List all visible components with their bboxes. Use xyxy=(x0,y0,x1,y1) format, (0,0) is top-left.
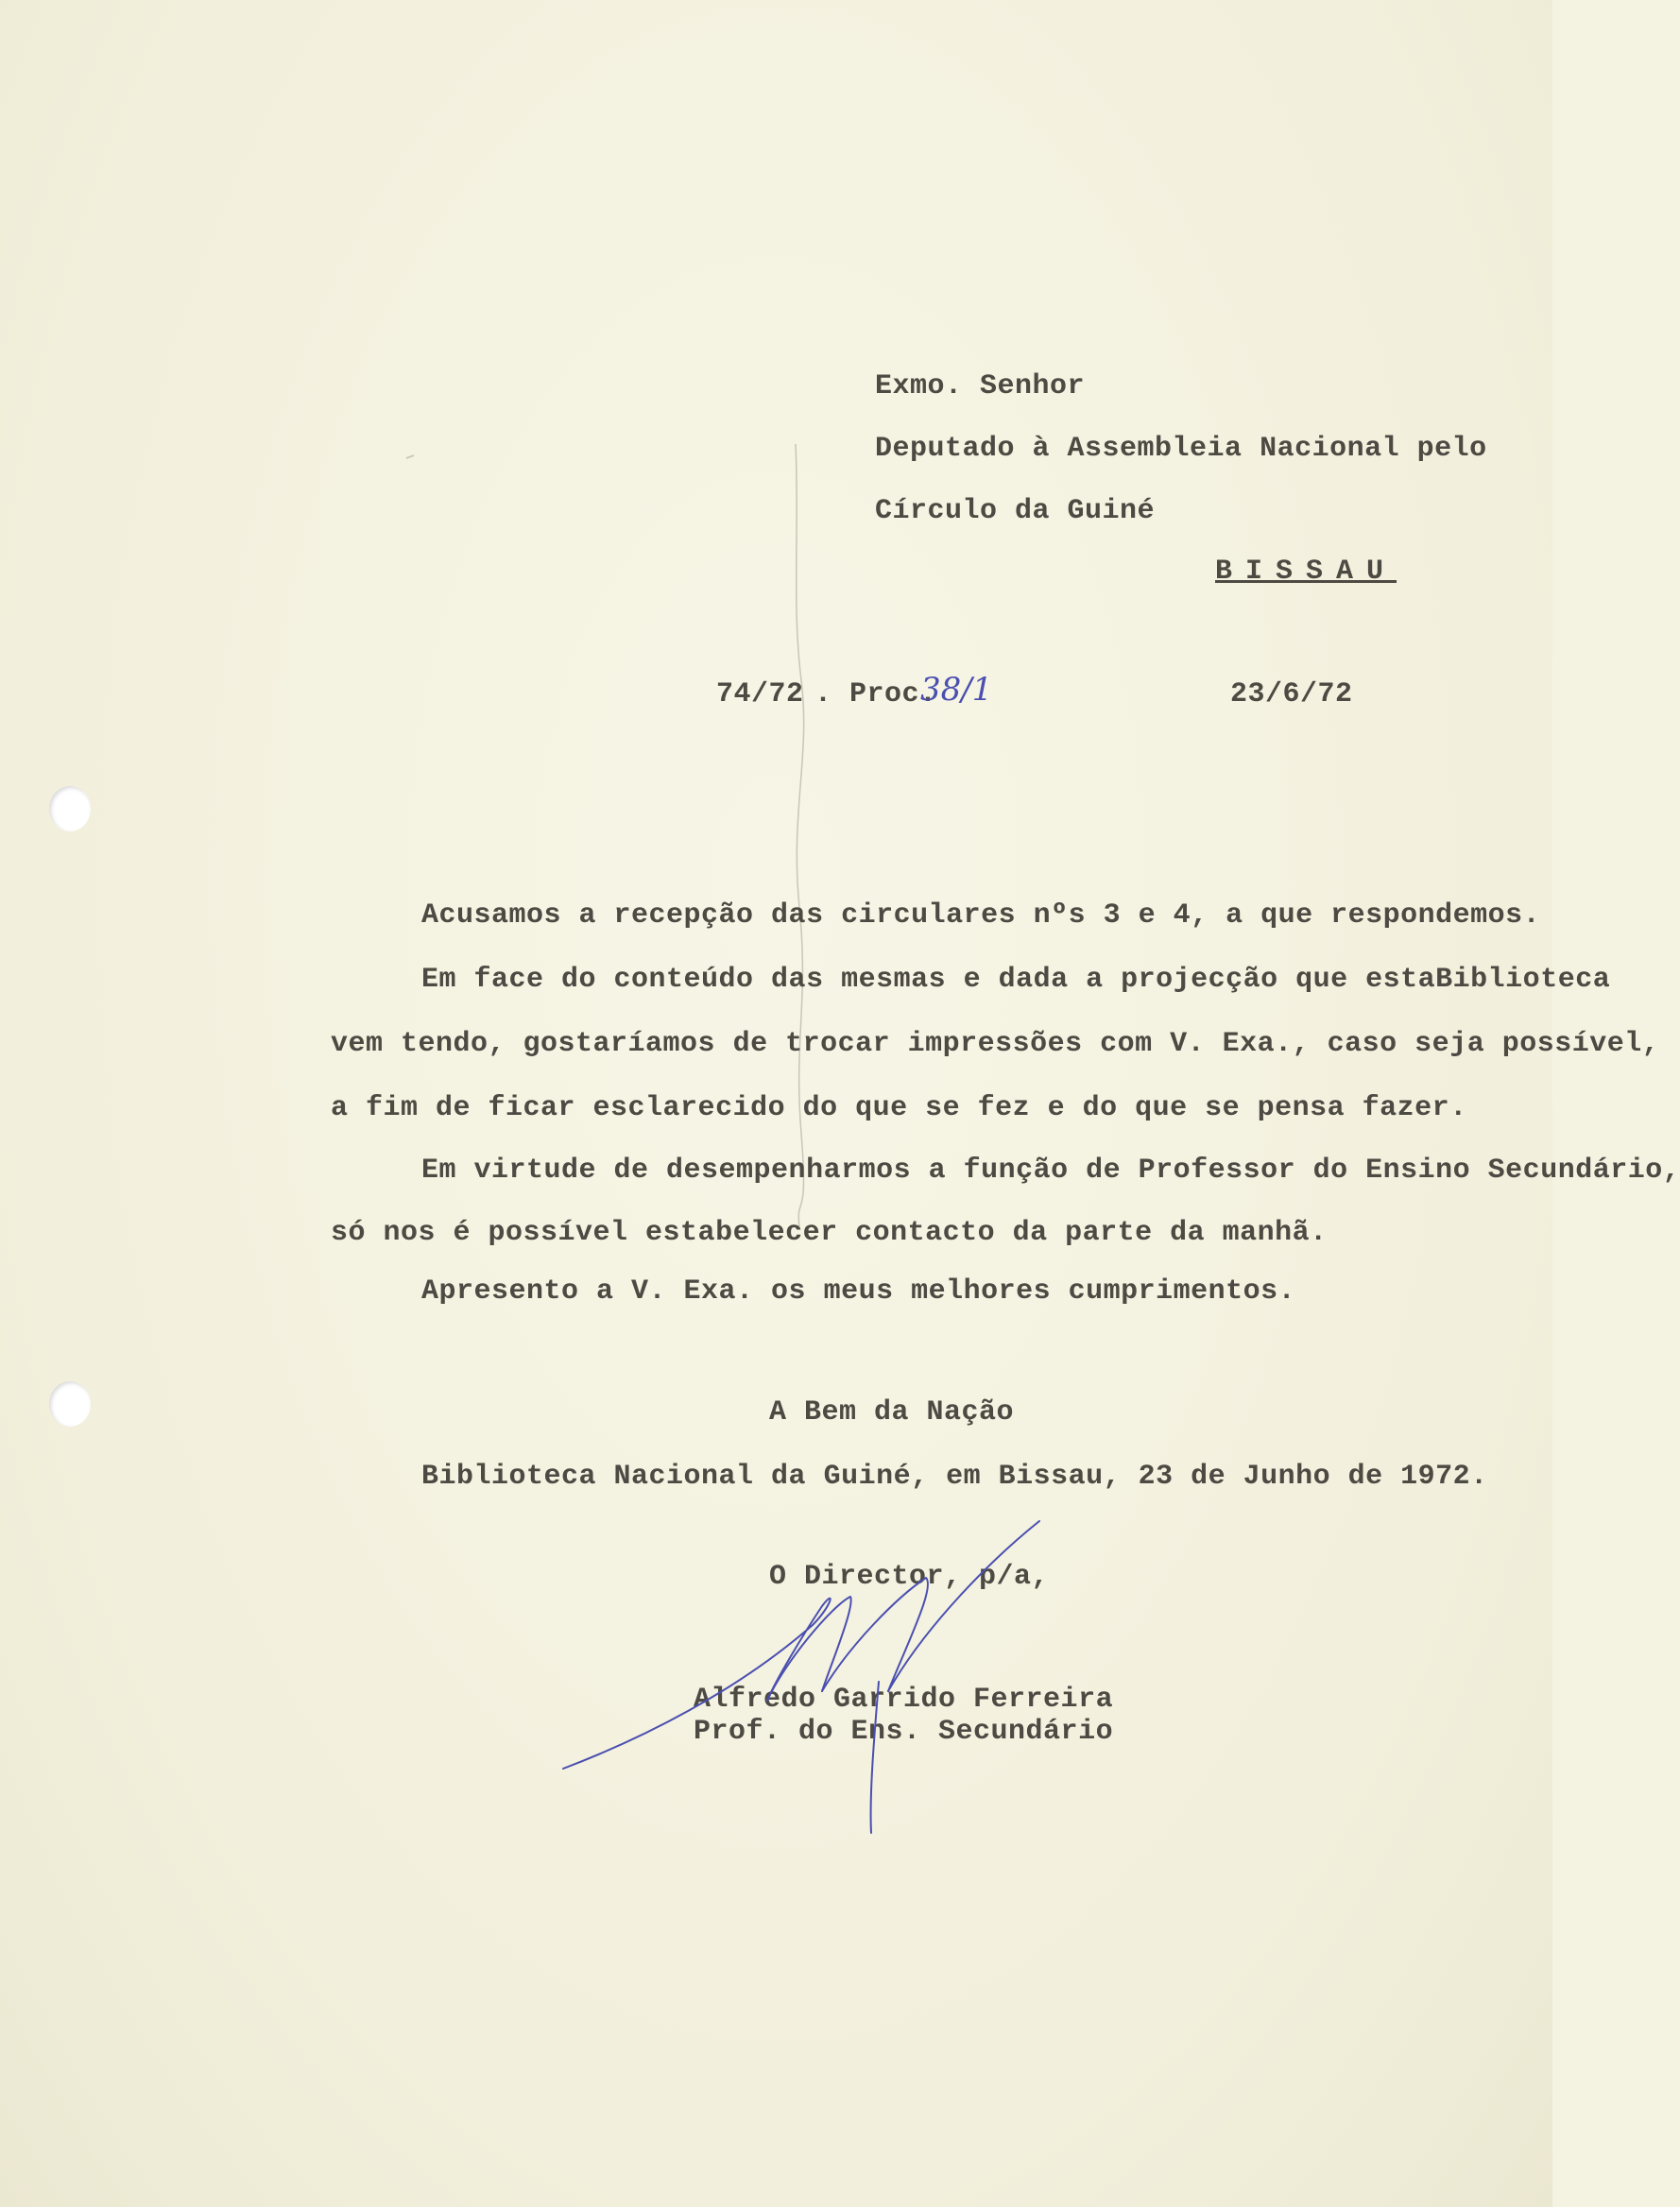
closing-motto: A Bem da Nação xyxy=(769,1396,1015,1429)
reference-proc-label: . Proc. xyxy=(814,678,937,710)
closing-place-date: Biblioteca Nacional da Guiné, em Bissau, 23 de Junho de 1972. xyxy=(421,1461,1488,1493)
body-paragraph-4: Apresento a V. Exa. os meus melhores cumprimentos. xyxy=(421,1275,1296,1308)
recipient-line-1: Deputado à Assembleia Nacional pelo xyxy=(875,433,1487,465)
punch-hole-lower xyxy=(49,1381,91,1427)
recipient-salutation: Exmo. Senhor xyxy=(875,370,1086,402)
body-paragraph-2-line-2: vem tendo, gostaríamos de trocar impressões com V. Exa., caso seja possível, xyxy=(331,1028,1660,1060)
body-paragraph-2-line-3: a fim de ficar esclarecido do que se fez e do que se pensa fazer. xyxy=(331,1092,1467,1124)
punch-hole-upper xyxy=(49,786,91,831)
body-paragraph-1: Acusamos a recepção das circulares nºs 3 e 4, a que respondemos. xyxy=(421,899,1541,932)
body-paragraph-3-line-1: Em virtude de desempenharmos a função de Professor do Ensino Secundário, xyxy=(421,1155,1680,1187)
body-paragraph-2-line-1: Em face do conteúdo das mesmas e dada a projecção que estaBiblioteca xyxy=(421,964,1611,996)
reference-date: 23/6/72 xyxy=(1230,678,1353,710)
closing-role: O Director, p/a, xyxy=(769,1561,1050,1593)
body-paragraph-3-line-2: só nos é possível estabelecer contacto da parte da manhã. xyxy=(331,1217,1328,1249)
reference-proc-handwritten: 38/1 xyxy=(920,671,993,709)
signer-name: Alfredo Garrido Ferreira xyxy=(694,1684,1114,1716)
recipient-line-2: Círculo da Guiné xyxy=(875,495,1156,527)
reference-number: 74/72 xyxy=(716,678,804,710)
recipient-city: BISSAU xyxy=(1215,556,1397,588)
signer-title: Prof. do Ens. Secundário xyxy=(694,1716,1114,1748)
